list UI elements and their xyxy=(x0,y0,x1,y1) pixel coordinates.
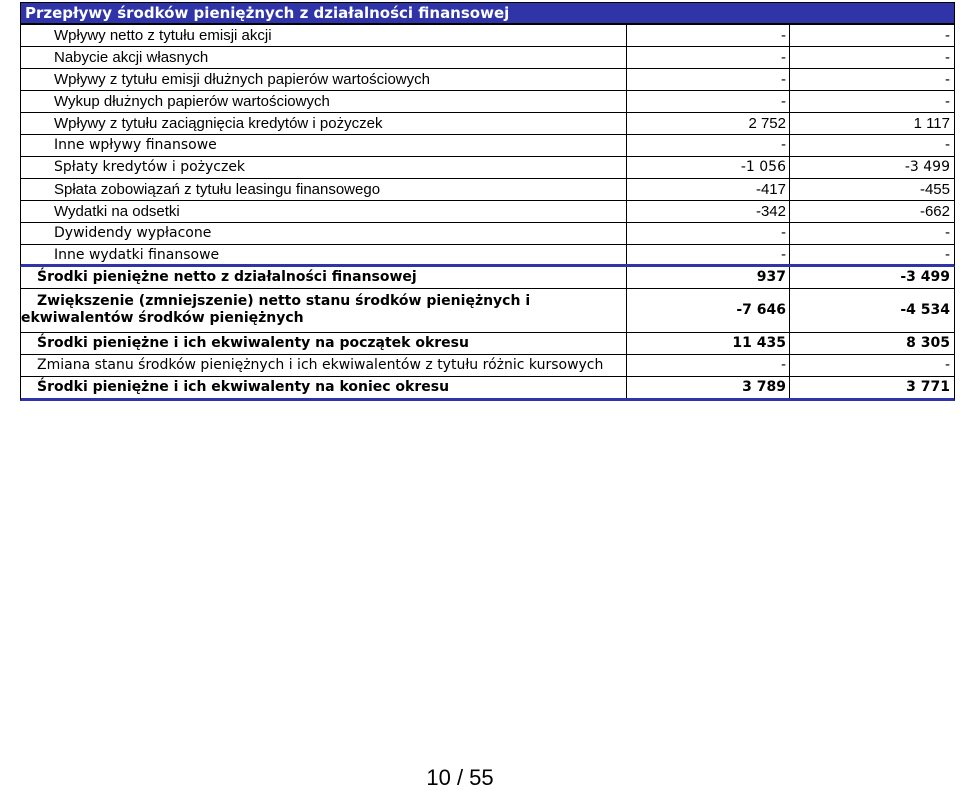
table-row xyxy=(20,69,955,91)
row-value-previous: - xyxy=(944,247,950,263)
row-label: Środki pieniężne i ich ekwiwalenty na koniec okresu xyxy=(21,377,627,398)
cash-flow-table xyxy=(20,2,955,401)
table-row xyxy=(20,201,955,223)
row-label: Środki pieniężne netto z działalności finansowej xyxy=(21,267,627,288)
row-label: Nabycie akcji własnych xyxy=(21,47,627,68)
row-value-current: 2 752 xyxy=(627,113,790,134)
row-value-current: - xyxy=(627,245,790,264)
row-label: Wpływy z tytułu zaciągnięcia kredytów i pożyczek xyxy=(21,113,627,134)
table-row xyxy=(20,91,955,113)
row-label: Wpływy z tytułu emisji dłużnych papierów wartościowych xyxy=(21,69,627,90)
row-value-current: 937 xyxy=(627,267,790,288)
row-value-previous: -662 xyxy=(919,203,950,220)
row-value-previous: -3 499 xyxy=(900,269,950,285)
row-value-previous: - xyxy=(945,71,950,88)
row-label: Wydatki na odsetki xyxy=(21,201,627,222)
row-value-current: - xyxy=(627,47,790,68)
row-value-current: 3 789 xyxy=(627,377,790,398)
row-value-previous: -4 534 xyxy=(900,302,950,318)
table-row xyxy=(20,135,955,157)
table-row xyxy=(20,47,955,69)
row-value-current: 11 435 xyxy=(627,333,790,354)
table-row xyxy=(20,113,955,135)
row-value-current: - xyxy=(627,355,790,376)
table-row xyxy=(20,355,955,377)
total-row xyxy=(20,333,955,355)
row-label: Środki pieniężne i ich ekwiwalenty na początek okresu xyxy=(21,333,627,354)
row-value-previous: - xyxy=(945,27,950,44)
row-value-previous: - xyxy=(944,357,950,373)
table-row xyxy=(20,25,955,47)
row-value-current: - xyxy=(627,223,790,244)
row-label: Zwiększenie (zmniejszenie) netto stanu środków pieniężnych i ekwiwalentów środków pieniężnych xyxy=(21,289,627,332)
row-value-current: -1 056 xyxy=(627,157,790,178)
row-value-current: - xyxy=(627,69,790,90)
row-value-current: -417 xyxy=(627,179,790,200)
row-value-previous: 3 771 xyxy=(906,379,950,395)
row-value-current: - xyxy=(627,25,790,46)
row-value-previous: 1 117 xyxy=(913,115,950,132)
row-value-previous: -455 xyxy=(919,181,950,198)
row-value-previous: -3 499 xyxy=(904,159,950,175)
row-label: Wykup dłużnych papierów wartościowych xyxy=(21,91,627,112)
table-row xyxy=(20,157,955,179)
row-value-previous: - xyxy=(945,93,950,110)
table-row xyxy=(20,179,955,201)
section-header: Przepływy środków pieniężnych z działalności finansowej xyxy=(20,2,955,25)
subtotal-row xyxy=(20,267,955,289)
table-row xyxy=(20,223,955,245)
row-value-previous: - xyxy=(945,49,950,66)
table-row xyxy=(20,245,955,267)
row-label: Inne wydatki finansowe xyxy=(21,245,627,264)
row-label: Inne wpływy finansowe xyxy=(21,135,627,156)
row-value-previous: - xyxy=(944,225,950,241)
row-value-current: - xyxy=(627,91,790,112)
row-value-previous: 8 305 xyxy=(906,335,950,351)
row-value-current: -342 xyxy=(627,201,790,222)
total-row xyxy=(20,289,955,333)
row-label: Spłata zobowiązań z tytułu leasingu finansowego xyxy=(21,179,627,200)
row-label: Dywidendy wypłacone xyxy=(21,223,627,244)
row-label: Wpływy netto z tytułu emisji akcji xyxy=(21,25,627,46)
row-value-current: - xyxy=(627,135,790,156)
page-indicator: 10 / 55 xyxy=(426,765,494,790)
row-label: Zmiana stanu środków pieniężnych i ich ekwiwalentów z tytułu różnic kursowych xyxy=(21,355,627,376)
row-value-previous: - xyxy=(944,137,950,153)
final-total-row xyxy=(20,377,955,401)
row-label: Spłaty kredytów i pożyczek xyxy=(21,157,627,178)
row-value-current: -7 646 xyxy=(627,289,790,332)
